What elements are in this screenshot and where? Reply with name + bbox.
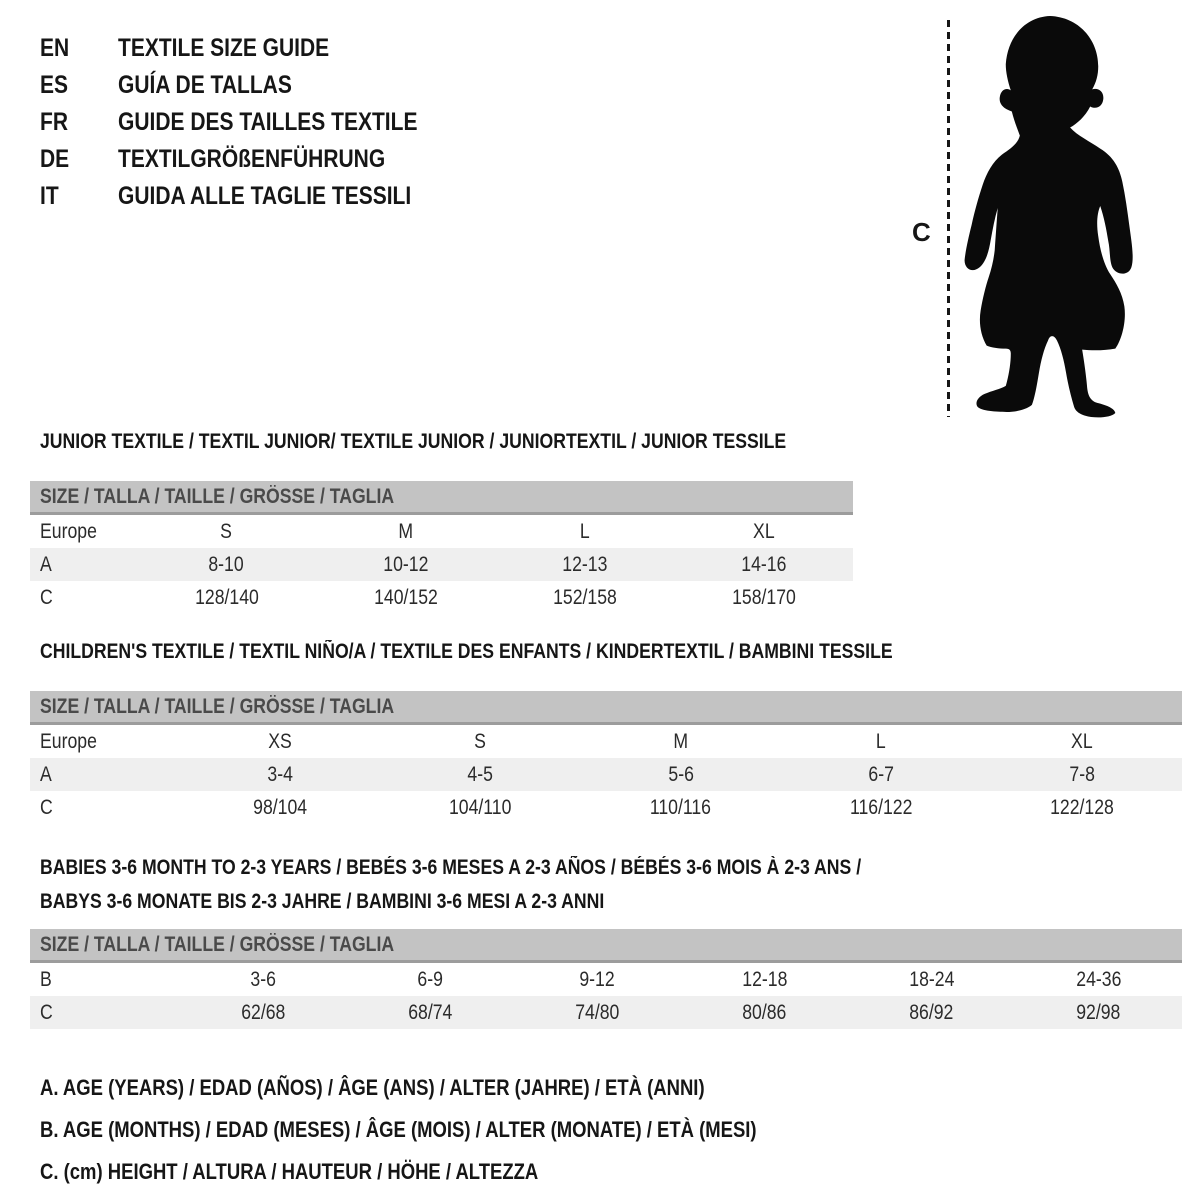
cell-value: 8-10 <box>208 552 245 576</box>
language-code <box>40 145 118 174</box>
cell-value: 3-4 <box>267 762 293 786</box>
section-heading-text: JUNIOR TEXTILE / TEXTIL JUNIOR/ TEXTILE JUNIOR / JUNIORTEXTIL / JUNIOR TESSILE <box>40 430 787 453</box>
section-heading-children <box>40 640 1055 664</box>
row-label <box>30 968 180 992</box>
height-cell <box>781 796 981 820</box>
cell-value: 4-5 <box>467 762 494 786</box>
table-row-height <box>30 996 1182 1029</box>
size-cell <box>316 520 495 544</box>
babies-size-table <box>30 929 1182 1029</box>
size-cell <box>581 730 781 754</box>
section-heading-text: BABYS 3-6 MONATE BIS 2-3 JAHRE / BAMBINI 3-6 MESI A 2-3 ANNI <box>40 890 605 913</box>
height-cell <box>674 586 853 610</box>
row-label <box>30 1001 180 1025</box>
cell-value: S <box>474 729 487 753</box>
table-row-age <box>30 548 853 581</box>
size-header-text: SIZE / TALLA / TAILLE / GRÖSSE / TAGLIA <box>40 932 395 956</box>
language-code-text: ES <box>40 71 69 99</box>
cell-value: XS <box>268 729 292 753</box>
language-code <box>40 34 118 63</box>
size-cell <box>380 730 580 754</box>
age-cell <box>781 763 981 787</box>
table-row-europe <box>30 515 853 548</box>
section-heading-junior <box>40 430 928 454</box>
section-heading-babies <box>40 851 1018 919</box>
language-code-text: IT <box>40 182 59 210</box>
height-cell <box>1015 1001 1182 1025</box>
cell-value: XL <box>752 519 775 543</box>
row-label <box>30 796 180 820</box>
months-cell <box>347 968 514 992</box>
row-label <box>30 586 137 610</box>
height-cell <box>180 796 380 820</box>
row-label-text: C <box>40 795 53 819</box>
height-cell <box>316 586 495 610</box>
cell-value: 128/140 <box>194 585 259 609</box>
junior-size-table <box>30 481 853 614</box>
row-label-text: Europe <box>40 729 97 753</box>
language-code <box>40 108 118 137</box>
cell-value: 12-18 <box>741 967 787 991</box>
cell-value: 62/68 <box>241 1000 286 1024</box>
children-size-table <box>30 691 1182 824</box>
guide-title: GUÍA DE TALLAS <box>118 71 292 99</box>
language-row <box>40 104 475 141</box>
height-cell <box>347 1001 514 1025</box>
months-cell <box>1015 968 1182 992</box>
age-cell <box>495 553 674 577</box>
guide-title: GUIDE DES TAILLES TEXTILE <box>118 108 418 136</box>
height-cell <box>180 1001 347 1025</box>
cell-value: XL <box>1070 729 1093 753</box>
language-row <box>40 178 475 215</box>
height-cell <box>982 796 1182 820</box>
language-row <box>40 141 475 178</box>
age-cell <box>674 553 853 577</box>
cell-value: 86/92 <box>909 1000 954 1024</box>
age-cell <box>982 763 1182 787</box>
language-row <box>40 67 475 104</box>
size-cell <box>982 730 1182 754</box>
row-label <box>30 730 180 754</box>
cell-value: 3-6 <box>250 967 277 991</box>
section-heading-text: BABIES 3-6 MONTH TO 2-3 YEARS / BEBÉS 3-6 MESES A 2-3 AÑOS / BÉBÉS 3-6 MOIS À 2-3 ANS / <box>40 856 862 879</box>
table-row-europe <box>30 725 1182 758</box>
legend-text: A. AGE (YEARS) / EDAD (AÑOS) / ÂGE (ANS) / ALTER (JAHRE) / ETÀ (ANNI) <box>40 1075 705 1100</box>
cell-value: M <box>398 519 413 543</box>
cell-value: 80/86 <box>742 1000 787 1024</box>
size-header-band <box>30 691 1182 725</box>
table-row-months <box>30 963 1182 996</box>
section-heading-line <box>40 885 1018 919</box>
row-label-text: C <box>40 585 53 609</box>
months-cell <box>681 968 848 992</box>
age-cell <box>180 763 380 787</box>
table-row-age <box>30 758 1182 791</box>
height-cell <box>681 1001 848 1025</box>
cell-value: 24-36 <box>1075 967 1122 991</box>
cell-value: 12-13 <box>561 552 608 576</box>
cell-value: S <box>220 519 233 543</box>
height-cell <box>380 796 580 820</box>
language-code-text: DE <box>40 145 70 173</box>
size-header-band <box>30 481 853 515</box>
size-cell <box>781 730 981 754</box>
table-row-height <box>30 791 1182 824</box>
size-header-text: SIZE / TALLA / TAILLE / GRÖSSE / TAGLIA <box>40 694 395 718</box>
table-row-height <box>30 581 853 614</box>
cell-value: 5-6 <box>668 762 694 786</box>
cell-value: 6-9 <box>417 967 444 991</box>
height-cell <box>495 586 674 610</box>
age-cell <box>137 553 316 577</box>
row-label-text: Europe <box>40 519 97 543</box>
size-cell <box>674 520 853 544</box>
row-label-text: A <box>40 552 52 576</box>
cell-value: 68/74 <box>408 1000 453 1024</box>
row-label-text: A <box>40 762 52 786</box>
language-code-text: EN <box>40 34 70 62</box>
row-label-text: C <box>40 1000 53 1024</box>
legend <box>40 1067 893 1193</box>
cell-value: M <box>673 729 689 753</box>
legend-line-a <box>40 1067 893 1109</box>
row-label <box>30 520 137 544</box>
guide-title: TEXTILGRÖßENFÜHRUNG <box>118 145 386 173</box>
cell-value: L <box>876 729 887 753</box>
row-label <box>30 763 180 787</box>
row-label-text: B <box>40 967 52 991</box>
cell-value: 98/104 <box>252 795 307 819</box>
cell-value: 7-8 <box>1069 762 1095 786</box>
cell-value: 92/98 <box>1076 1000 1121 1024</box>
height-measure-label: C <box>912 217 931 247</box>
age-cell <box>380 763 580 787</box>
language-code <box>40 182 118 211</box>
height-measure-dashed-line <box>947 20 950 417</box>
height-cell <box>137 586 316 610</box>
cell-value: 158/170 <box>731 585 796 609</box>
age-cell <box>316 553 495 577</box>
legend-text: C. (cm) HEIGHT / ALTURA / HAUTEUR / HÖHE / ALTEZZA <box>40 1159 539 1184</box>
section-heading-line <box>40 851 1018 885</box>
legend-line-c <box>40 1151 893 1193</box>
cell-value: 116/122 <box>850 795 913 819</box>
baby-silhouette <box>963 14 1140 421</box>
cell-value: 152/158 <box>552 585 617 609</box>
cell-value: 10-12 <box>382 552 429 576</box>
legend-text: B. AGE (MONTHS) / EDAD (MESES) / ÂGE (MOIS) / ALTER (MONATE) / ETÀ (MESI) <box>40 1117 757 1142</box>
cell-value: 9-12 <box>579 967 616 991</box>
size-header-band <box>30 929 1182 963</box>
language-title-list <box>40 30 475 215</box>
cell-value: 74/80 <box>575 1000 620 1024</box>
height-cell <box>514 1001 681 1025</box>
language-code <box>40 71 118 100</box>
guide-title: GUIDA ALLE TAGLIE TESSILI <box>118 182 412 210</box>
months-cell <box>180 968 347 992</box>
row-label <box>30 553 137 577</box>
language-code-text: FR <box>40 108 68 136</box>
size-cell <box>137 520 316 544</box>
size-cell <box>495 520 674 544</box>
cell-value: 140/152 <box>373 585 438 609</box>
size-header-text: SIZE / TALLA / TAILLE / GRÖSSE / TAGLIA <box>40 484 395 508</box>
cell-value: 122/128 <box>1049 795 1114 819</box>
cell-value: L <box>579 519 590 543</box>
cell-value: 6-7 <box>868 762 895 786</box>
guide-title: TEXTILE SIZE GUIDE <box>118 34 330 62</box>
legend-line-b <box>40 1109 893 1151</box>
section-heading-text: CHILDREN'S TEXTILE / TEXTIL NIÑO/A / TEXTILE DES ENFANTS / KINDERTEXTIL / BAMBINI TESSILE <box>40 640 893 663</box>
size-cell <box>180 730 380 754</box>
cell-value: 14-16 <box>740 552 787 576</box>
cell-value: 110/116 <box>650 795 712 819</box>
cell-value: 18-24 <box>908 967 955 991</box>
months-cell <box>514 968 681 992</box>
age-cell <box>581 763 781 787</box>
months-cell <box>848 968 1015 992</box>
height-cell <box>581 796 781 820</box>
cell-value: 104/110 <box>449 795 512 819</box>
height-cell <box>848 1001 1015 1025</box>
language-row <box>40 30 475 67</box>
